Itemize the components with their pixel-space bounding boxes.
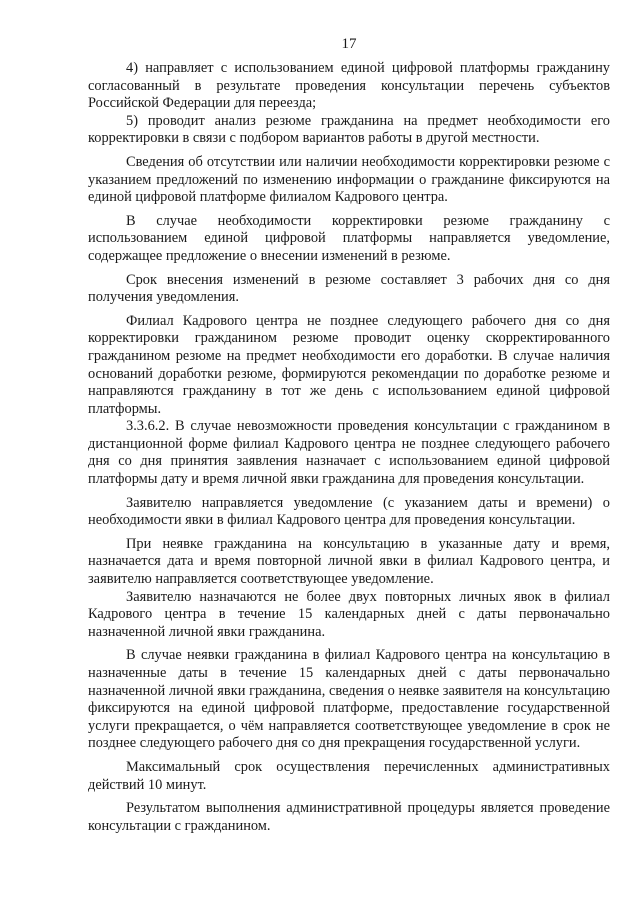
- paragraph-resume-check-info: Сведения об отсутствии или наличии необходимости корректировки резюме с указанием предложений по изменению информации о гражданине фиксируются на единой цифровой платформе филиалом Кадрового центра.: [88, 153, 610, 206]
- paragraph-no-show: При неявке гражданина на консультацию в указанные дату и время, назначается дата и время повторной личной явки в филиал Кадрового центра, и заявителю направляется соответствующее уведомление.: [88, 535, 610, 588]
- paragraph-correction-notice: В случае необходимости корректировки резюме гражданину с использованием единой цифровой платформы направляется уведомление, содержащее предложение о внесении изменений в резюме.: [88, 212, 610, 264]
- paragraph-max-duration: Максимальный срок осуществления перечисленных административных действий 10 минут.: [88, 758, 610, 793]
- paragraph-item-5: 5) проводит анализ резюме гражданина на предмет необходимости его корректировки в связи с подбором вариантов работы в другой местности.: [88, 112, 610, 147]
- paragraph-item-4: 4) направляет с использованием единой цифровой платформы гражданину согласованный в результате проведения консультации перечень субъектов Российской Федерации для переезда;: [88, 60, 610, 112]
- paragraph-service-termination: В случае неявки гражданина в филиал Кадрового центра на консультацию в назначенные даты в течение 15 календарных дней с даты первоначально назначенной личной явки гражданина, сведения о неявке заявителя на консультацию фиксируются на единой цифровой платформе, предоставление государственной услуги прекращается, о чём направляется соответствующее уведомление в срок не позднее следующего рабочего дня со дня прекращения государственной услуги.: [88, 647, 610, 752]
- paragraph-procedure-result: Результатом выполнения административной процедуры является проведение консультации с гражданином.: [88, 800, 610, 834]
- document-page: [88, 34, 610, 835]
- paragraph-resume-evaluation: Филиал Кадрового центра не позднее следующего рабочего дня со дня корректировки гражданином резюме проводит оценку скорректированного гражданином резюме на предмет необходимости его доработки. В случае наличия оснований доработки резюме, формируются рекомендации по доработке резюме и направляются гражданину в тот же день с использованием единой цифровой платформы.: [88, 312, 610, 417]
- paragraph-correction-deadline: Срок внесения изменений в резюме составляет 3 рабочих дня со дня получения уведомления.: [88, 271, 610, 306]
- paragraph-repeat-appearances: Заявителю назначаются не более двух повторных личных явок в филиал Кадрового центра в течение 15 календарных дней с даты первоначально назначенной личной явки гражданина.: [88, 588, 610, 640]
- page-number: 17: [341, 36, 357, 52]
- paragraph-section-3-3-6-2: 3.3.6.2. В случае невозможности проведения консультации с гражданином в дистанционной форме филиал Кадрового центра не позднее следующего рабочего дня со дня принятия заявления назначает с использованием единой цифровой платформы дату и время личной явки гражданина для проведения консультации.: [88, 418, 610, 488]
- paragraph-appearance-notice: Заявителю направляется уведомление (с указанием даты и времени) о необходимости явки в филиал Кадрового центра для проведения консультации.: [88, 494, 610, 529]
